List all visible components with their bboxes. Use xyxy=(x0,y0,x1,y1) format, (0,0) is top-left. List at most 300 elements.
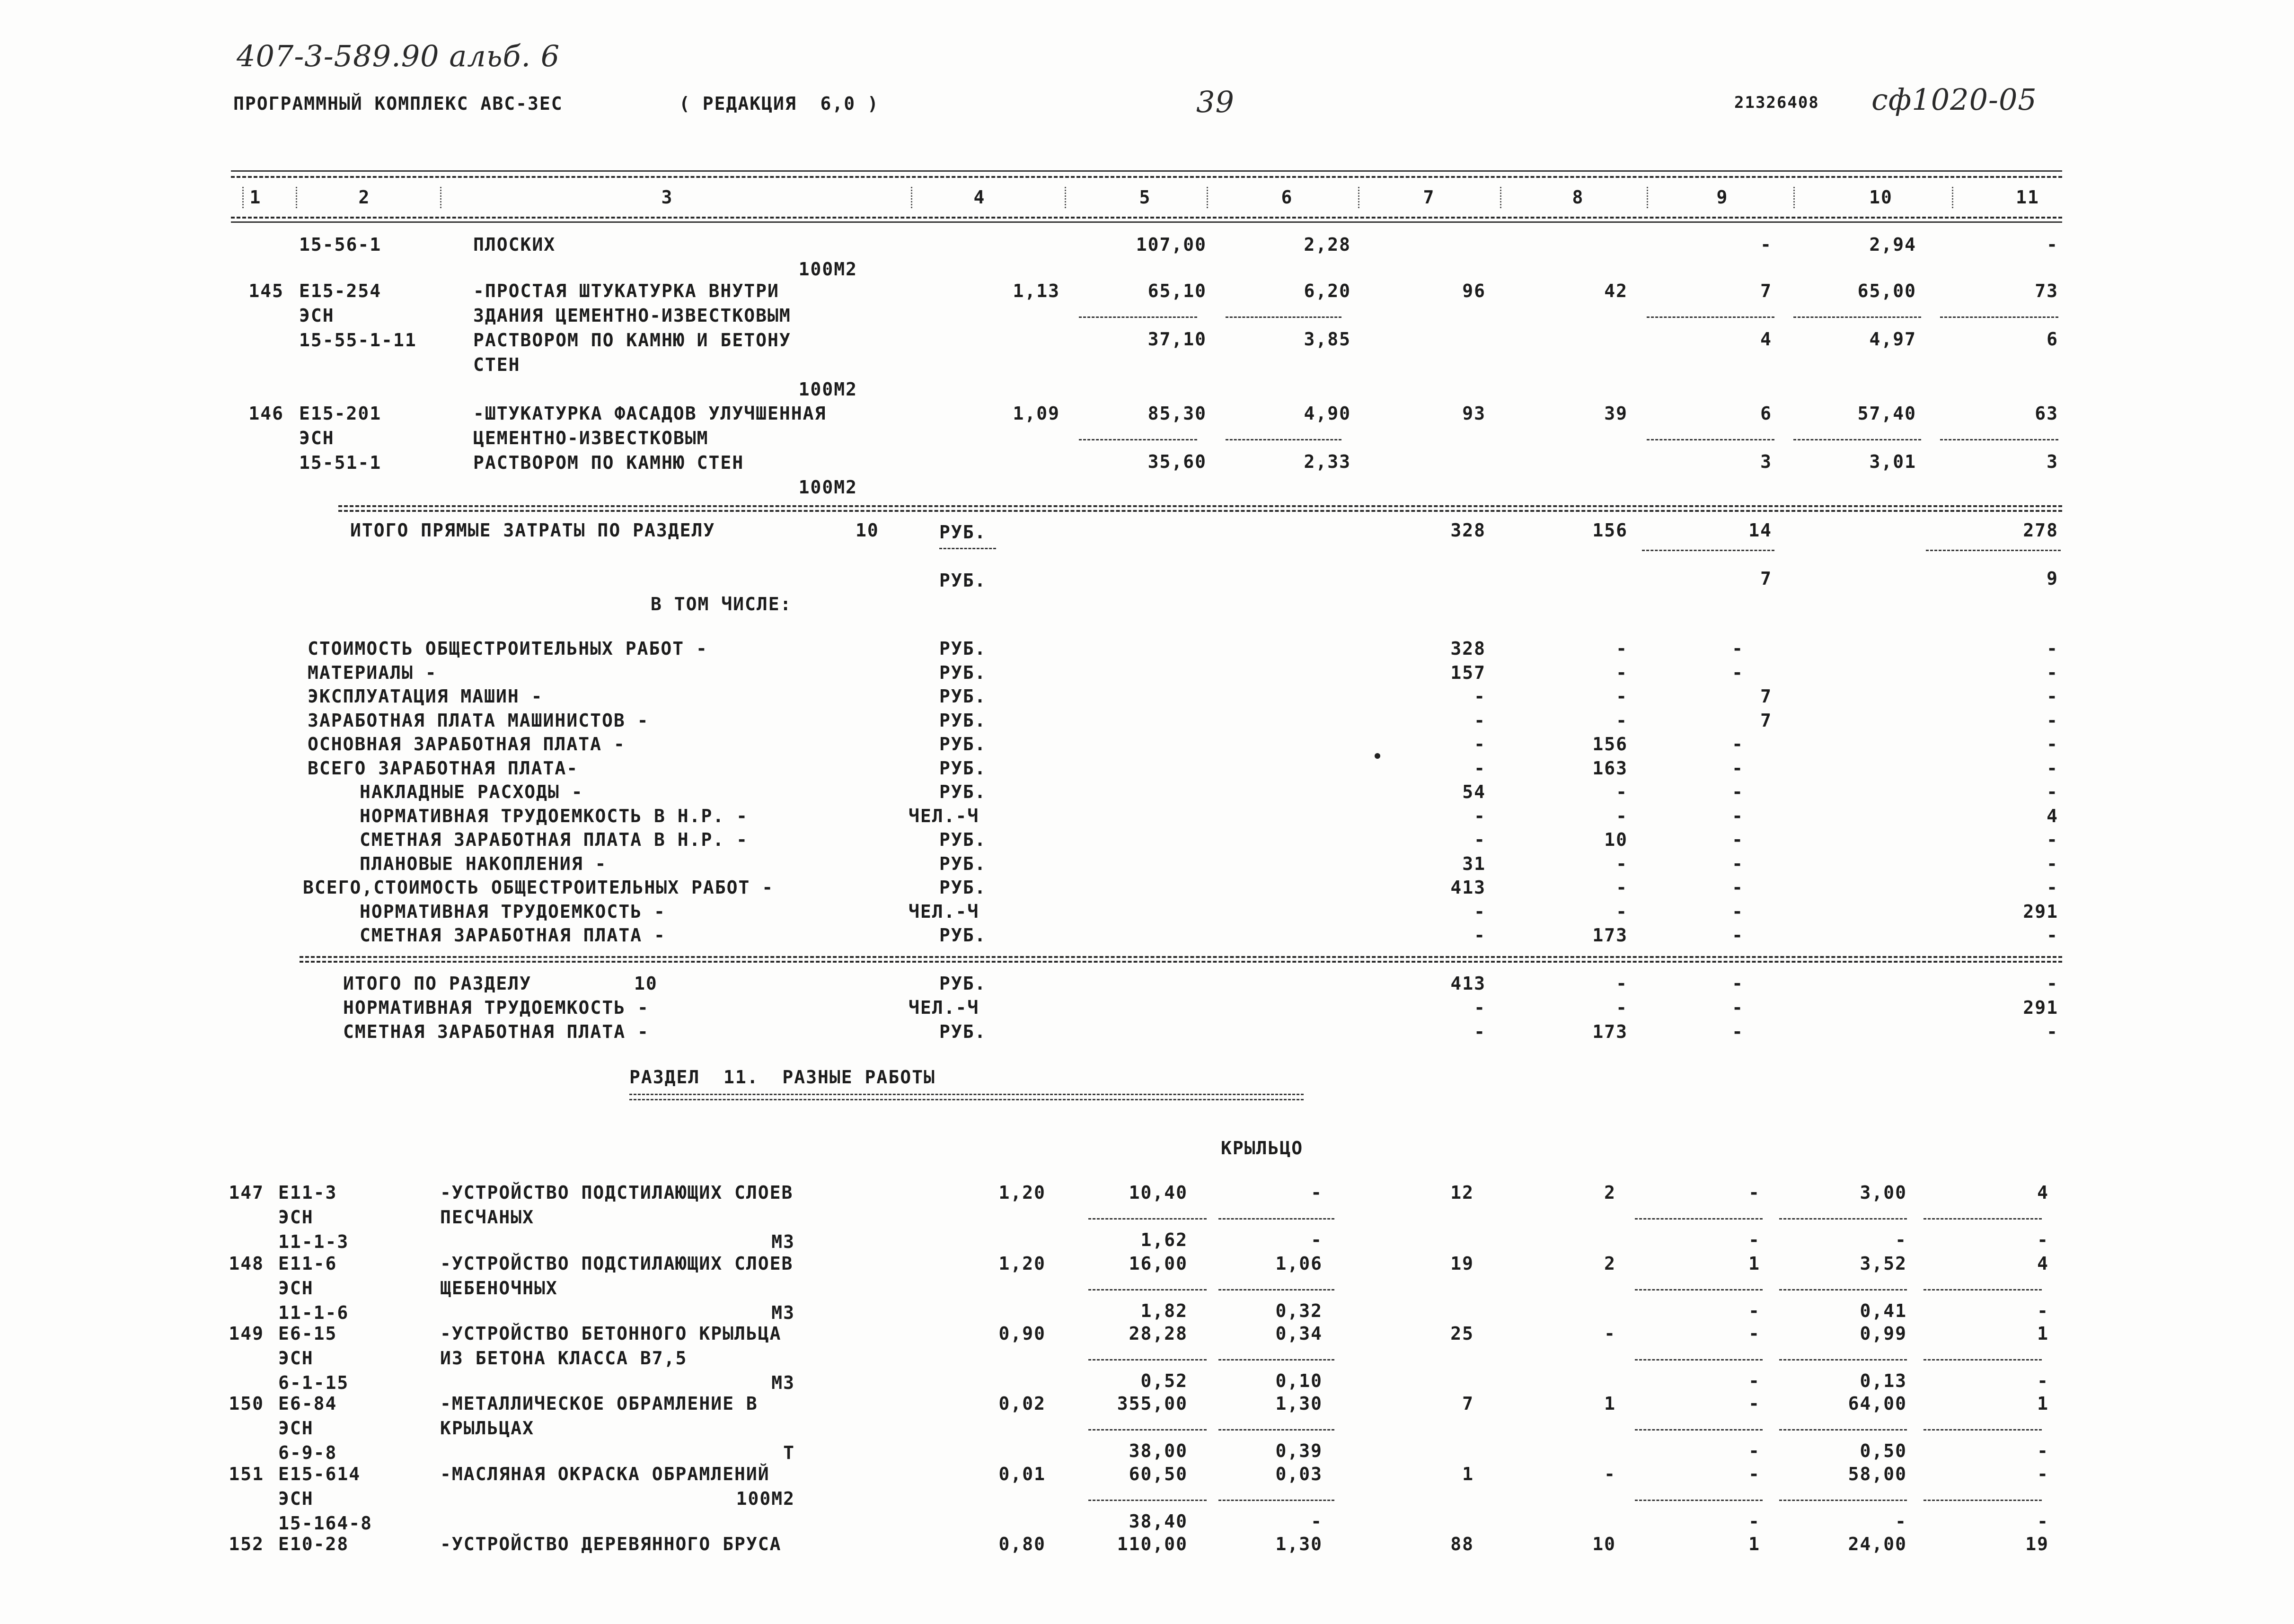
column-separator xyxy=(296,187,299,208)
item-c5: 38,40 xyxy=(1129,1511,1188,1532)
item-c9: - xyxy=(1748,1464,1760,1484)
item-code: 6-9-8 xyxy=(278,1442,337,1463)
item-number: 149 xyxy=(229,1323,264,1344)
section-total-label: ИТОГО ПО РАЗДЕЛУ xyxy=(343,973,532,994)
breakdown-c8: 10 xyxy=(1604,829,1628,850)
breakdown-c9: - xyxy=(1732,662,1744,683)
total-unit-2: РУБ. xyxy=(939,570,987,591)
breakdown-c11: - xyxy=(2047,853,2058,874)
item-description: РАСТВОРОМ ПО КАМНЮ И БЕТОНУ xyxy=(473,330,791,351)
value-underline xyxy=(1088,1429,1207,1431)
breakdown-unit: РУБ. xyxy=(939,877,987,898)
item-c6: 0,34 xyxy=(1275,1323,1323,1344)
breakdown-label: ЗАРАБОТНАЯ ПЛАТА МАШИНИСТОВ - xyxy=(308,710,649,731)
item-c8: - xyxy=(1604,1464,1616,1484)
value-underline xyxy=(1635,1218,1763,1220)
item-c7: 96 xyxy=(1462,281,1486,301)
item-c6: 1,30 xyxy=(1275,1534,1323,1554)
value-underline xyxy=(1226,439,1341,440)
item-c5: 60,50 xyxy=(1129,1464,1188,1484)
item-code: 11-1-6 xyxy=(278,1302,349,1323)
breakdown-c7: - xyxy=(1474,734,1486,755)
item-unit: 100М2 xyxy=(798,379,857,400)
breakdown-label: ОСНОВНАЯ ЗАРАБОТНАЯ ПЛАТА - xyxy=(308,734,626,755)
column-header-2: 2 xyxy=(358,187,371,208)
value-underline xyxy=(1940,439,2058,440)
total-c9: 14 xyxy=(1748,520,1772,541)
item-c9: 7 xyxy=(1760,281,1772,301)
item-c10: 0,41 xyxy=(1860,1300,1907,1321)
item-quantity: 1,20 xyxy=(998,1253,1046,1274)
breakdown-c7: 54 xyxy=(1462,781,1486,802)
column-separator xyxy=(911,187,914,208)
breakdown-c8: - xyxy=(1616,781,1628,802)
breakdown-unit: ЧЕЛ.-Ч xyxy=(909,901,979,922)
breakdown-c11: 4 xyxy=(2047,805,2058,826)
value-underline xyxy=(1635,1500,1763,1501)
item-c5: 35,60 xyxy=(1147,451,1207,472)
total-c9-underline xyxy=(1642,550,1774,551)
value-underline xyxy=(1779,1289,1907,1290)
section-total-label: НОРМАТИВНАЯ ТРУДОЕМКОСТЬ - xyxy=(343,997,649,1018)
item-number: 147 xyxy=(229,1182,264,1203)
item-c11: - xyxy=(2037,1229,2049,1250)
item-c11: 63 xyxy=(2035,403,2058,424)
item-unit: 100М2 xyxy=(798,259,857,280)
column-separator xyxy=(1793,187,1796,208)
section-10-total-rule xyxy=(338,505,2062,507)
breakdown-unit: ЧЕЛ.-Ч xyxy=(909,805,979,826)
item-code: Е10-28 xyxy=(278,1534,349,1554)
breakdown-c11: - xyxy=(2047,781,2058,802)
item-c9: 4 xyxy=(1760,329,1772,350)
value-underline xyxy=(1923,1289,2042,1290)
value-underline xyxy=(1218,1500,1334,1501)
breakdown-c7: 413 xyxy=(1450,877,1486,898)
column-header-10: 10 xyxy=(1869,187,1893,208)
breakdown-c8: 173 xyxy=(1592,925,1628,946)
breakdown-c7: - xyxy=(1474,925,1486,946)
value-underline xyxy=(1088,1289,1207,1290)
breakdown-unit: РУБ. xyxy=(939,829,987,850)
header-bottom-rule xyxy=(231,217,2062,219)
value-underline xyxy=(1923,1218,2042,1220)
value-underline xyxy=(1779,1359,1907,1361)
section-total-unit: РУБ. xyxy=(939,973,987,994)
item-c9: - xyxy=(1748,1300,1760,1321)
item-c10: 4,97 xyxy=(1869,329,1916,350)
value-underline xyxy=(1779,1500,1907,1501)
breakdown-c8: - xyxy=(1616,662,1628,683)
item-description: КРЫЛЬЦАХ xyxy=(440,1418,535,1439)
item-code: Е11-6 xyxy=(278,1253,337,1274)
breakdown-c8: - xyxy=(1616,710,1628,731)
section-total-c8: 173 xyxy=(1592,1021,1628,1042)
breakdown-c9: - xyxy=(1732,829,1744,850)
scan-speck xyxy=(1375,753,1380,759)
breakdown-c9: - xyxy=(1732,638,1744,659)
item-code: Е15-614 xyxy=(278,1464,361,1484)
item-c8: 2 xyxy=(1604,1182,1616,1203)
item-description: ПЛОСКИХ xyxy=(473,234,556,255)
column-header-8: 8 xyxy=(1572,187,1584,208)
item-c11: 6 xyxy=(2047,329,2058,350)
breakdown-c7: - xyxy=(1474,686,1486,707)
breakdown-c11: - xyxy=(2047,829,2058,850)
section-total-c9: - xyxy=(1732,997,1744,1018)
item-c11: 73 xyxy=(2035,281,2058,301)
unit-underline xyxy=(939,548,996,549)
breakdown-c7: - xyxy=(1474,757,1486,779)
item-code: 6-1-15 xyxy=(278,1372,349,1393)
item-c6: - xyxy=(1311,1229,1323,1250)
total-section-number: 10 xyxy=(856,520,879,541)
column-header-9: 9 xyxy=(1716,187,1729,208)
item-code: ЭСН xyxy=(299,428,335,448)
item-c9: - xyxy=(1760,234,1772,255)
item-c5: 355,00 xyxy=(1117,1393,1188,1414)
value-underline xyxy=(1088,1218,1207,1220)
item-c10: 0,99 xyxy=(1860,1323,1907,1344)
header-top-rule-2 xyxy=(231,176,2062,178)
section-total-c7: - xyxy=(1474,1021,1486,1042)
item-c11: - xyxy=(2037,1464,2049,1484)
breakdown-c8: - xyxy=(1616,805,1628,826)
item-c10: 3,52 xyxy=(1860,1253,1907,1274)
breakdown-c7: - xyxy=(1474,805,1486,826)
item-description: -УСТРОЙСТВО ДЕРЕВЯННОГО БРУСА xyxy=(440,1534,782,1554)
breakdown-c9: - xyxy=(1732,781,1744,802)
item-c5: 38,00 xyxy=(1129,1440,1188,1461)
breakdown-end-rule xyxy=(300,956,2062,958)
breakdown-c8: - xyxy=(1616,686,1628,707)
breakdown-label: ВСЕГО ЗАРАБОТНАЯ ПЛАТА- xyxy=(308,757,579,779)
breakdown-c7: 328 xyxy=(1450,638,1486,659)
item-c9: 1 xyxy=(1748,1534,1760,1554)
section-11-subtitle: КРЫЛЬЦО xyxy=(1221,1138,1304,1159)
column-separator xyxy=(1647,187,1650,208)
breakdown-c11: - xyxy=(2047,662,2058,683)
item-c10: 0,13 xyxy=(1860,1370,1907,1391)
item-description: -МАСЛЯНАЯ ОКРАСКА ОБРАМЛЕНИЙ xyxy=(440,1464,770,1484)
breakdown-c11: - xyxy=(2047,877,2058,898)
item-c11: - xyxy=(2037,1511,2049,1532)
header-top-rule xyxy=(231,170,2062,172)
item-c10: 3,01 xyxy=(1869,451,1916,472)
total-label: ИТОГО ПРЯМЫЕ ЗАТРАТЫ ПО РАЗДЕЛУ xyxy=(350,520,715,541)
section-total-unit: ЧЕЛ.-Ч xyxy=(909,997,979,1018)
item-code: ЭСН xyxy=(278,1418,314,1439)
including-label: В ТОМ ЧИСЛЕ: xyxy=(651,594,792,614)
value-underline xyxy=(1218,1359,1334,1361)
item-c10: 2,94 xyxy=(1869,234,1916,255)
section-total-c9: - xyxy=(1732,1021,1744,1042)
breakdown-unit: РУБ. xyxy=(939,757,987,779)
breakdown-end-rule-2 xyxy=(300,961,2062,963)
item-c10: 24,00 xyxy=(1848,1534,1907,1554)
item-c6: 0,39 xyxy=(1275,1440,1323,1461)
breakdown-c11: 291 xyxy=(2023,901,2058,922)
breakdown-label: СТОИМОСТЬ ОБЩЕСТРОИТЕЛЬНЫХ РАБОТ - xyxy=(308,638,708,659)
section-11-title: РАЗДЕЛ 11. РАЗНЫЕ РАБОТЫ xyxy=(629,1067,935,1088)
item-c5: 16,00 xyxy=(1129,1253,1188,1274)
item-c11: - xyxy=(2037,1300,2049,1321)
item-c10: - xyxy=(1895,1229,1907,1250)
breakdown-unit: РУБ. xyxy=(939,686,987,707)
column-separator xyxy=(1952,187,1955,208)
item-quantity: 1,13 xyxy=(1013,281,1060,301)
value-underline xyxy=(1088,1500,1207,1501)
breakdown-c11: - xyxy=(2047,925,2058,946)
breakdown-label: МАТЕРИАЛЫ - xyxy=(308,662,437,683)
breakdown-label: ВСЕГО,СТОИМОСТЬ ОБЩЕСТРОИТЕЛЬНЫХ РАБОТ - xyxy=(303,877,774,898)
total-c11-underline xyxy=(1926,550,2061,551)
item-c6: 0,32 xyxy=(1275,1300,1323,1321)
item-c11: - xyxy=(2047,234,2058,255)
item-c10: 0,50 xyxy=(1860,1440,1907,1461)
item-c6: 1,06 xyxy=(1275,1253,1323,1274)
section-total-c8: - xyxy=(1616,997,1628,1018)
total-c8: 156 xyxy=(1592,520,1628,541)
value-underline xyxy=(1647,316,1774,318)
column-separator xyxy=(440,187,443,208)
item-c11: 1 xyxy=(2037,1393,2049,1414)
item-number: 146 xyxy=(248,403,284,424)
item-description: -УСТРОЙСТВО БЕТОННОГО КРЫЛЬЦА xyxy=(440,1323,782,1344)
breakdown-c9: - xyxy=(1732,853,1744,874)
total-unit: РУБ. xyxy=(939,522,987,543)
breakdown-c9: - xyxy=(1732,757,1744,779)
item-quantity: 0,80 xyxy=(998,1534,1046,1554)
item-code: 15-56-1 xyxy=(299,234,382,255)
value-underline xyxy=(1923,1359,2042,1361)
item-description: ПЕСЧАНЫХ xyxy=(440,1207,535,1228)
handwritten-doc-code: 407-3-589.90 альб. 6 xyxy=(237,39,560,73)
item-description: ЩЕБЕНОЧНЫХ xyxy=(440,1278,558,1299)
column-header-7: 7 xyxy=(1423,187,1435,208)
item-c5: 110,00 xyxy=(1117,1534,1188,1554)
item-c8: 2 xyxy=(1604,1253,1616,1274)
item-c8: - xyxy=(1604,1323,1616,1344)
item-c10: 65,00 xyxy=(1857,281,1916,301)
item-code: Е11-3 xyxy=(278,1182,337,1203)
item-number: 150 xyxy=(229,1393,264,1414)
item-c9: - xyxy=(1748,1370,1760,1391)
item-unit: Т xyxy=(783,1442,795,1463)
breakdown-c9: - xyxy=(1732,925,1744,946)
value-underline xyxy=(1079,439,1197,440)
breakdown-c9: 7 xyxy=(1760,686,1772,707)
item-c6: 6,20 xyxy=(1304,281,1351,301)
item-c5: 28,28 xyxy=(1129,1323,1188,1344)
breakdown-unit: РУБ. xyxy=(939,710,987,731)
item-description: -УСТРОЙСТВО ПОДСТИЛАЮЩИХ СЛОЕВ xyxy=(440,1253,794,1274)
breakdown-c8: - xyxy=(1616,877,1628,898)
item-c8: 39 xyxy=(1604,403,1628,424)
breakdown-label: СМЕТНАЯ ЗАРАБОТНАЯ ПЛАТА - xyxy=(360,925,666,946)
breakdown-c8: 163 xyxy=(1592,757,1628,779)
section-total-number: 10 xyxy=(634,973,658,994)
section-total-c11: - xyxy=(2047,973,2058,994)
item-description: СТЕН xyxy=(473,354,521,375)
total-c7: 328 xyxy=(1450,520,1486,541)
item-quantity: 0,90 xyxy=(998,1323,1046,1344)
value-underline xyxy=(1226,316,1341,318)
column-header-6: 6 xyxy=(1281,187,1293,208)
item-c7: 7 xyxy=(1462,1393,1474,1414)
column-separator xyxy=(1065,187,1068,208)
item-c8: 10 xyxy=(1592,1534,1616,1554)
item-description: -ШТУКАТУРКА ФАСАДОВ УЛУЧШЕННАЯ xyxy=(473,403,827,424)
item-number: 148 xyxy=(229,1253,264,1274)
breakdown-label: НАКЛАДНЫЕ РАСХОДЫ - xyxy=(360,781,583,802)
breakdown-c11: - xyxy=(2047,710,2058,731)
breakdown-c7: - xyxy=(1474,710,1486,731)
item-c5: 107,00 xyxy=(1136,234,1207,255)
value-underline xyxy=(1647,439,1774,440)
item-code: Е15-201 xyxy=(299,403,382,424)
breakdown-c11: - xyxy=(2047,757,2058,779)
breakdown-c8: - xyxy=(1616,853,1628,874)
item-number: 145 xyxy=(248,281,284,301)
column-header-11: 11 xyxy=(2016,187,2039,208)
section-11-title-underline xyxy=(629,1094,1304,1100)
item-unit: М3 xyxy=(771,1302,795,1323)
item-code: ЭСН xyxy=(278,1207,314,1228)
item-c9: - xyxy=(1748,1323,1760,1344)
breakdown-c11: - xyxy=(2047,734,2058,755)
item-c9: - xyxy=(1748,1229,1760,1250)
column-header-5: 5 xyxy=(1139,187,1151,208)
item-code: ЭСН xyxy=(278,1488,314,1509)
item-c10: 3,00 xyxy=(1860,1182,1907,1203)
item-quantity: 1,09 xyxy=(1013,403,1060,424)
breakdown-label: НОРМАТИВНАЯ ТРУДОЕМКОСТЬ - xyxy=(360,901,666,922)
value-underline xyxy=(1793,439,1921,440)
item-c5: 1,62 xyxy=(1140,1229,1188,1250)
item-c5: 65,10 xyxy=(1147,281,1207,301)
item-c9: - xyxy=(1748,1182,1760,1203)
breakdown-c7: - xyxy=(1474,901,1486,922)
item-c6: - xyxy=(1311,1511,1323,1532)
item-c6: 1,30 xyxy=(1275,1393,1323,1414)
value-underline xyxy=(1923,1429,2042,1431)
item-unit: М3 xyxy=(771,1372,795,1393)
item-code: Е6-84 xyxy=(278,1393,337,1414)
breakdown-c7: 31 xyxy=(1462,853,1486,874)
program-title: ПРОГРАММНЫЙ КОМПЛЕКС АВС-ЗЕС xyxy=(233,93,563,114)
value-underline xyxy=(1079,316,1197,318)
section-10-total-rule-2 xyxy=(338,510,2062,512)
section-total-c8: - xyxy=(1616,973,1628,994)
item-c11: 1 xyxy=(2037,1323,2049,1344)
value-underline xyxy=(1940,316,2058,318)
breakdown-unit: РУБ. xyxy=(939,853,987,874)
item-unit: 100М2 xyxy=(736,1488,795,1509)
item-unit: М3 xyxy=(771,1231,795,1252)
section-total-c11: - xyxy=(2047,1021,2058,1042)
item-description: ЦЕМЕНТНО-ИЗВЕСТКОВЫМ xyxy=(473,428,709,448)
item-c10: - xyxy=(1895,1511,1907,1532)
item-code: 15-164-8 xyxy=(278,1513,373,1534)
breakdown-c7: - xyxy=(1474,829,1486,850)
breakdown-unit: РУБ. xyxy=(939,734,987,755)
breakdown-c9: - xyxy=(1732,805,1744,826)
item-c6: 0,10 xyxy=(1275,1370,1323,1391)
item-c7: 1 xyxy=(1462,1464,1474,1484)
section-total-c9: - xyxy=(1732,973,1744,994)
item-quantity: 0,01 xyxy=(998,1464,1046,1484)
section-total-label: СМЕТНАЯ ЗАРАБОТНАЯ ПЛАТА - xyxy=(343,1021,649,1042)
total-c11b: 9 xyxy=(2047,568,2058,589)
item-c6: 3,85 xyxy=(1304,329,1351,350)
item-c11: - xyxy=(2037,1370,2049,1391)
breakdown-label: ПЛАНОВЫЕ НАКОПЛЕНИЯ - xyxy=(360,853,607,874)
item-description: РАСТВОРОМ ПО КАМНЮ СТЕН xyxy=(473,452,744,473)
breakdown-unit: РУБ. xyxy=(939,925,987,946)
item-code: ЭСН xyxy=(278,1278,314,1299)
value-underline xyxy=(1218,1289,1334,1290)
item-c9: 6 xyxy=(1760,403,1772,424)
item-c6: 2,33 xyxy=(1304,451,1351,472)
item-quantity: 1,20 xyxy=(998,1182,1046,1203)
item-c7: 88 xyxy=(1450,1534,1474,1554)
breakdown-c9: 7 xyxy=(1760,710,1772,731)
breakdown-c8: - xyxy=(1616,901,1628,922)
item-code: 15-51-1 xyxy=(299,452,382,473)
breakdown-c11: - xyxy=(2047,686,2058,707)
item-c11: 4 xyxy=(2037,1182,2049,1203)
item-number: 152 xyxy=(229,1534,264,1554)
item-code: 11-1-3 xyxy=(278,1231,349,1252)
value-underline xyxy=(1218,1218,1334,1220)
item-code: Е6-15 xyxy=(278,1323,337,1344)
column-separator xyxy=(1207,187,1209,208)
item-c6: - xyxy=(1311,1182,1323,1203)
column-separator xyxy=(1500,187,1503,208)
handwritten-mark: сф1020-05 xyxy=(1871,82,2037,117)
item-c10: 57,40 xyxy=(1857,403,1916,424)
handwritten-page-number: 39 xyxy=(1196,85,1235,119)
item-c9: 1 xyxy=(1748,1253,1760,1274)
item-c9: - xyxy=(1748,1393,1760,1414)
item-c9: - xyxy=(1748,1511,1760,1532)
item-c5: 10,40 xyxy=(1129,1182,1188,1203)
item-c7: 12 xyxy=(1450,1182,1474,1203)
value-underline xyxy=(1635,1429,1763,1431)
item-code: 15-55-1-11 xyxy=(299,330,417,351)
item-c11: 4 xyxy=(2037,1253,2049,1274)
column-separator xyxy=(1358,187,1361,208)
item-c5: 0,52 xyxy=(1140,1370,1188,1391)
item-c8: 42 xyxy=(1604,281,1628,301)
breakdown-label: ЭКСПЛУАТАЦИЯ МАШИН - xyxy=(308,686,543,707)
breakdown-label: НОРМАТИВНАЯ ТРУДОЕМКОСТЬ В Н.Р. - xyxy=(360,805,748,826)
item-c11: 19 xyxy=(2025,1534,2049,1554)
value-underline xyxy=(1793,316,1921,318)
item-c5: 37,10 xyxy=(1147,329,1207,350)
item-c5: 85,30 xyxy=(1147,403,1207,424)
section-total-c7: 413 xyxy=(1450,973,1486,994)
total-c9b: 7 xyxy=(1760,568,1772,589)
breakdown-c8: - xyxy=(1616,638,1628,659)
total-c11: 278 xyxy=(2023,520,2058,541)
breakdown-c9: - xyxy=(1732,734,1744,755)
item-c10: 58,00 xyxy=(1848,1464,1907,1484)
item-description: -ПРОСТАЯ ШТУКАТУРКА ВНУТРИ xyxy=(473,281,779,301)
program-edition: ( РЕДАКЦИЯ 6,0 ) xyxy=(679,93,879,114)
item-c7: 25 xyxy=(1450,1323,1474,1344)
